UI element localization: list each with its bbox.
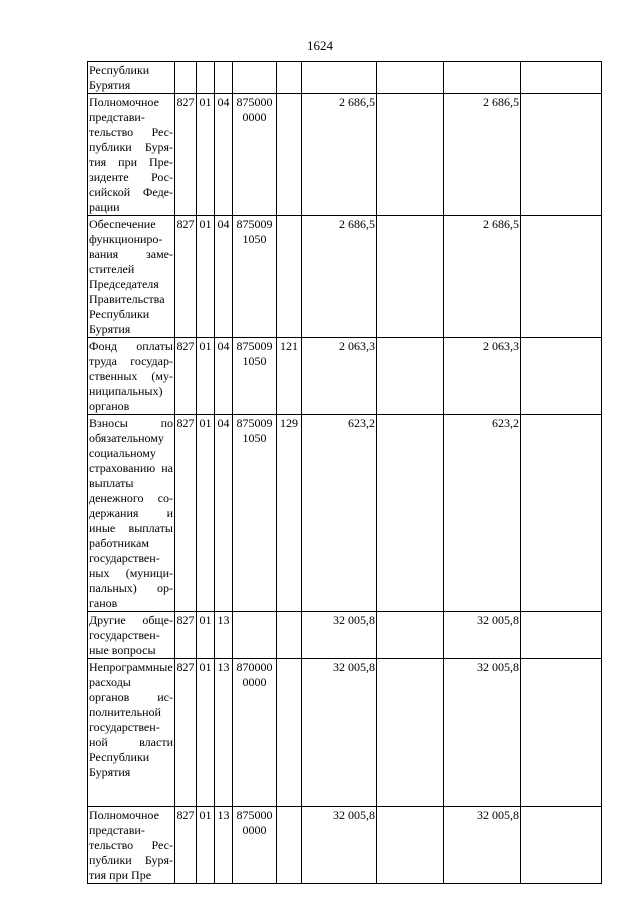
amount-column-2-cell (377, 216, 444, 338)
subsection-code-cell: 04 (215, 94, 233, 216)
target-article-code-cell: 8750091050 (233, 415, 277, 612)
expense-type-code-cell (277, 807, 302, 884)
table-row (88, 338, 602, 415)
section-code-cell: 01 (197, 612, 215, 659)
page-number: 1624 (307, 38, 333, 53)
target-article-code-cell: 8750091050 (233, 338, 277, 415)
amount-column-4-cell (521, 62, 602, 94)
expense-type-code-cell (277, 612, 302, 659)
amount-column-3-cell: 32 005,8 (444, 807, 521, 884)
amount-column-1-cell: 2 686,5 (302, 94, 377, 216)
amount-column-3-cell: 32 005,8 (444, 612, 521, 659)
amount-column-4-cell (521, 415, 602, 612)
subsection-code-cell: 04 (215, 216, 233, 338)
subsection-code-cell: 13 (215, 659, 233, 807)
row-name-cell: Взносы по обязательному социальному страхованию на выплаты денежного содержания и иные выплаты работникам государственных (муниципальных) органов (89, 416, 173, 610)
budget-table (87, 61, 602, 884)
amount-column-4-cell (521, 338, 602, 415)
table-row (88, 62, 602, 94)
subsection-code-cell: 13 (215, 807, 233, 884)
amount-column-1-cell: 32 005,8 (302, 612, 377, 659)
table-row (88, 415, 602, 612)
amount-column-2-cell (377, 62, 444, 94)
section-code-cell: 01 (197, 415, 215, 612)
expense-type-code-cell: 121 (277, 338, 302, 415)
ved-code-cell: 827 (175, 807, 197, 884)
amount-column-3-cell: 2 686,5 (444, 216, 521, 338)
amount-column-1-cell: 623,2 (302, 415, 377, 612)
table-row (88, 807, 602, 884)
ved-code-cell: 827 (175, 94, 197, 216)
amount-column-2-cell (377, 338, 444, 415)
amount-column-2-cell (377, 659, 444, 807)
target-article-code-cell: 8750000000 (233, 807, 277, 884)
expense-type-code-cell: 129 (277, 415, 302, 612)
amount-column-4-cell (521, 612, 602, 659)
table-row (88, 612, 602, 659)
amount-column-4-cell (521, 807, 602, 884)
amount-column-4-cell (521, 94, 602, 216)
target-article-code-cell: 8750091050 (233, 216, 277, 338)
ved-code-cell: 827 (175, 415, 197, 612)
amount-column-1-cell: 2 686,5 (302, 216, 377, 338)
amount-column-3-cell: 32 005,8 (444, 659, 521, 807)
subsection-code-cell: 04 (215, 415, 233, 612)
expense-type-code-cell (277, 659, 302, 807)
table-row (88, 94, 602, 216)
section-code-cell: 01 (197, 216, 215, 338)
expense-type-code-cell (277, 94, 302, 216)
amount-column-2-cell (377, 415, 444, 612)
expense-type-code-cell (277, 62, 302, 94)
row-name-cell: Обеспечение функционирования заместителей Председателя Правительства Республики Бурятия (89, 217, 173, 336)
ved-code-cell: 827 (175, 612, 197, 659)
section-code-cell: 01 (197, 94, 215, 216)
section-code-cell: 01 (197, 659, 215, 807)
row-name-cell: Полномочное представительство Республики Бурятия при Президенте Российской Федерации (89, 95, 173, 214)
ved-code-cell: 827 (175, 659, 197, 807)
table-row (88, 659, 602, 807)
amount-column-2-cell (377, 94, 444, 216)
amount-column-3-cell: 2 063,3 (444, 338, 521, 415)
target-article-code-cell (233, 612, 277, 659)
section-code-cell: 01 (197, 807, 215, 884)
amount-column-1-cell: 2 063,3 (302, 338, 377, 415)
target-article-code-cell: 8700000000 (233, 659, 277, 807)
subsection-code-cell: 13 (215, 612, 233, 659)
amount-column-2-cell (377, 612, 444, 659)
row-name-cell: Республики Бурятия (88, 62, 175, 94)
subsection-code-cell: 04 (215, 338, 233, 415)
amount-column-1-cell (302, 62, 377, 94)
row-name-cell: Другие общегосударственные вопросы (89, 613, 173, 657)
row-name-cell: Непрограммные расходы органов исполнительной государственной власти Республики Бурятия (88, 659, 175, 807)
amount-column-4-cell (521, 659, 602, 807)
row-name-cell: Полномочное представительство Республики Бурятия при Пре (89, 808, 173, 882)
amount-column-2-cell (377, 807, 444, 884)
row-name-cell: Фонд оплаты труда государственных (муниципальных) органов (89, 339, 173, 413)
amount-column-3-cell (444, 62, 521, 94)
amount-column-4-cell (521, 216, 602, 338)
amount-column-3-cell: 2 686,5 (444, 94, 521, 216)
ved-code-cell: 827 (175, 338, 197, 415)
amount-column-1-cell: 32 005,8 (302, 807, 377, 884)
target-article-code-cell: 8750000000 (233, 94, 277, 216)
ved-code-cell (175, 62, 197, 94)
target-article-code-cell (233, 62, 277, 94)
amount-column-3-cell: 623,2 (444, 415, 521, 612)
amount-column-1-cell: 32 005,8 (302, 659, 377, 807)
ved-code-cell: 827 (175, 216, 197, 338)
section-code-cell: 01 (197, 338, 215, 415)
table-row (88, 216, 602, 338)
subsection-code-cell (215, 62, 233, 94)
expense-type-code-cell (277, 216, 302, 338)
section-code-cell (197, 62, 215, 94)
